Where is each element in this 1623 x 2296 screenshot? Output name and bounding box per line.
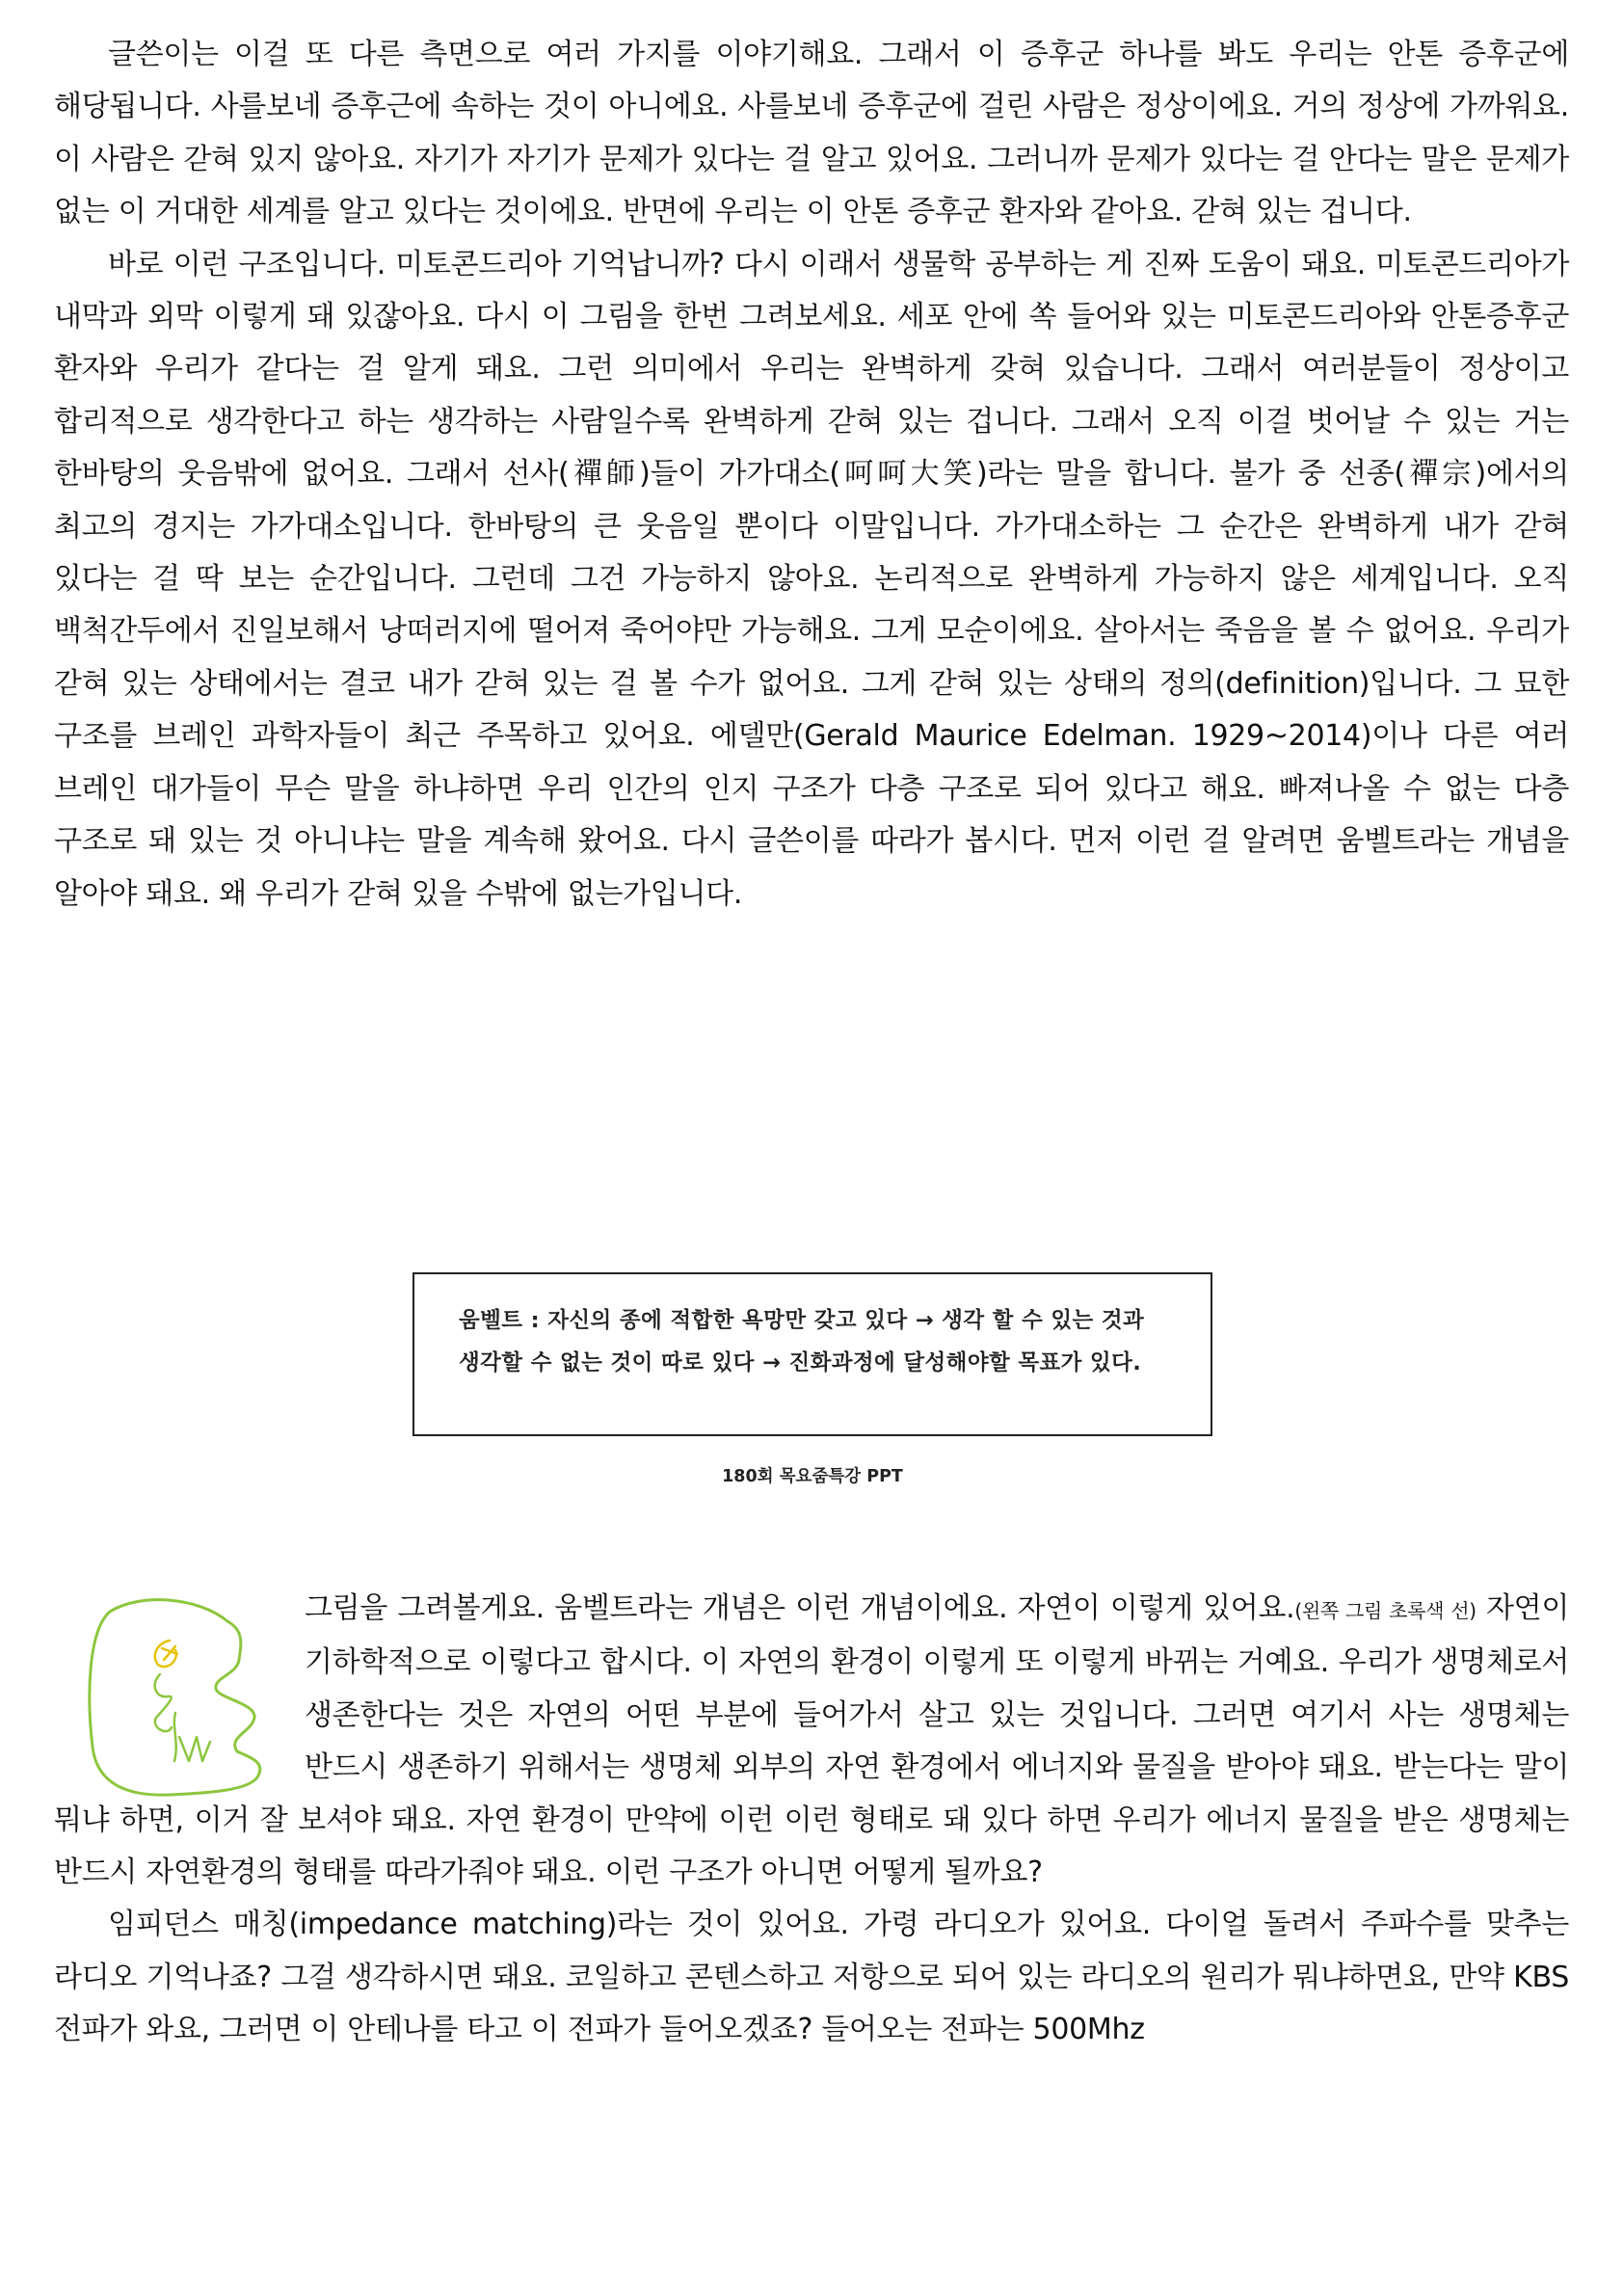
paragraph-part: 그림을 그려볼게요. 움벨트라는 개념은 이런 개념이에요. 자연이 이렇게 있어요. — [305, 1591, 1295, 1625]
figure-spacer — [54, 1583, 305, 1775]
figure-note: (왼쪽 그림 초록색 선) — [1294, 1599, 1477, 1622]
paragraph: 바로 이런 구조입니다. 미토콘드리아 기억납니까? 다시 이래서 생물학 공부하는 게 진짜 도움이 돼요. 미토콘드리아가 내막과 외막 이렇게 돼 있잖아요. 다시 이 그림을 한번 그려보세요. 세포 안에 쏙 들어와 있는 미토콘드리아와 안톤증후군 환자와 우리가 같다는 걸 알게 돼요. 그런 의미에서 우리는 완벽하게 갖혀 있습니다. 그래서 여러분들이 정상이고 합리적으로 생각한다고 하는 생각하는 사람일수록 완벽하게 갇혀 있는 겁니다. 그래서 오직 이걸 벗어날 수 있는 거는 한바탕의 웃음밖에 없어요. 그래서 선사(禪師)들이 가가대소(呵呵大笑)라는 말을 합니다. 불가 중 선종(禪宗)에서의 최고의 경지는 가가대소입니다. 한바탕의 큰 웃음일 뿐이다 이말입니다. 가가대소하는 그 순간은 완벽하게 내가 갇혀 있다는 걸 딱 보는 순간입니다. 그런데 그건 가능하지 않아요. 논리적으로 완벽하게 가능하지 않은 세계입니다. 오직 백척간두에서 진일보해서 낭떠러지에 떨어져 죽어야만 가능해요. 그게 모순이에요. 살아서는 죽음을 볼 수 없어요. 우리가 갇혀 있는 상태에서는 결코 내가 갇혀 있는 걸 볼 수가 없어요. 그게 갇혀 있는 상태의 정의(definition)입니다. 그 묘한 구조를 브레인 과학자들이 최근 주목하고 있어요. 에델만(Gerald Maurice Edelman. 1929~2014)이나 다른 여러 브레인 대가들이 무슨 말을 하냐하면 우리 인간의 인지 구조가 다층 구조로 되어 있다고 해요. 빠져나올 수 없는 다층 구조로 돼 있는 것 아니냐는 말을 계속해 왔어요. 다시 글쓴이를 따라가 봅시다. 먼저 이런 걸 알려면 움벨트라는 개념을 알아야 돼요. 왜 우리가 갇혀 있을 수밖에 없는가입니다. — [54, 247, 1569, 911]
paragraph: 글쓴이는 이걸 또 다른 측면으로 여러 가지를 이야기해요. 그래서 이 증후군 하나를 봐도 우리는 안톤 증후군에 해당됩니다. 사를보네 증후근에 속하는 것이 아니에요. 사를보네 증후군에 걸린 사람은 정상이에요. 거의 정상에 가까워요. 이 사람은 갇혀 있지 않아요. 자기가 자기가 문제가 있다는 걸 알고 있어요. 그러니까 문제가 있다는 걸 안다는 말은 문제가 없는 이 거대한 세계를 알고 있다는 것이에요. 반면에 우리는 이 안톤 증후군 환자와 같아요. 갇혀 있는 겁니다. — [54, 38, 1569, 229]
body-text-top — [54, 29, 1569, 921]
paragraph-part: 자연이 기하학적으로 이렇다고 합시다. 이 자연의 환경이 이렇게 또 이렇게 바뀌는 거예요. 우리가 생명체로서 생존한다는 것은 자연의 어떤 부분에 들어가서 살고 있는 것입니다. 그러면 여기서 사는 생명체는 반드시 생존하기 위해서는 생명체 외부의 자연 환경에서 에너지와 물질을 받아야 돼요. 받는다는 말이 뭐냐 하면, 이거 잘 보셔야 돼요. 자연 환경이 만약에 이런 이런 형태로 돼 있다 하면 우리가 에너지 물질을 받은 생명체는 반드시 자연환경의 형태를 따라가줘야 돼요. 이런 구조가 아니면 어떻게 될까요? — [54, 1591, 1569, 1890]
ppt-quote-box — [412, 1272, 1212, 1436]
paragraph: 임피던스 매칭(impedance matching)라는 것이 있어요. 가령 라디오가 있어요. 다이얼 돌려서 주파수를 맞추는 라디오 기억나죠? 그걸 생각하시면 돼요. 코일하고 콘텐스하고 저항으로 되어 있는 라디오의 원리가 뭐냐하면요, 만약 KBS 전파가 와요, 그러면 이 안테나를 타고 이 전파가 들어오겠죠? 들어오는 전파는 500Mhz — [54, 1908, 1569, 2047]
body-text-bottom — [54, 1583, 1569, 2057]
paragraph — [54, 1583, 1569, 1899]
figure-caption: 180회 목요줌특강 PPT — [722, 1467, 903, 1486]
ppt-quote-text: 움벨트 : 자신의 종에 적합한 욕망만 갖고 있다 → 생각 할 수 있는 것과 생각할 수 없는 것이 따로 있다 → 진화과정에 달성해야할 목표가 있다. — [459, 1308, 1145, 1375]
